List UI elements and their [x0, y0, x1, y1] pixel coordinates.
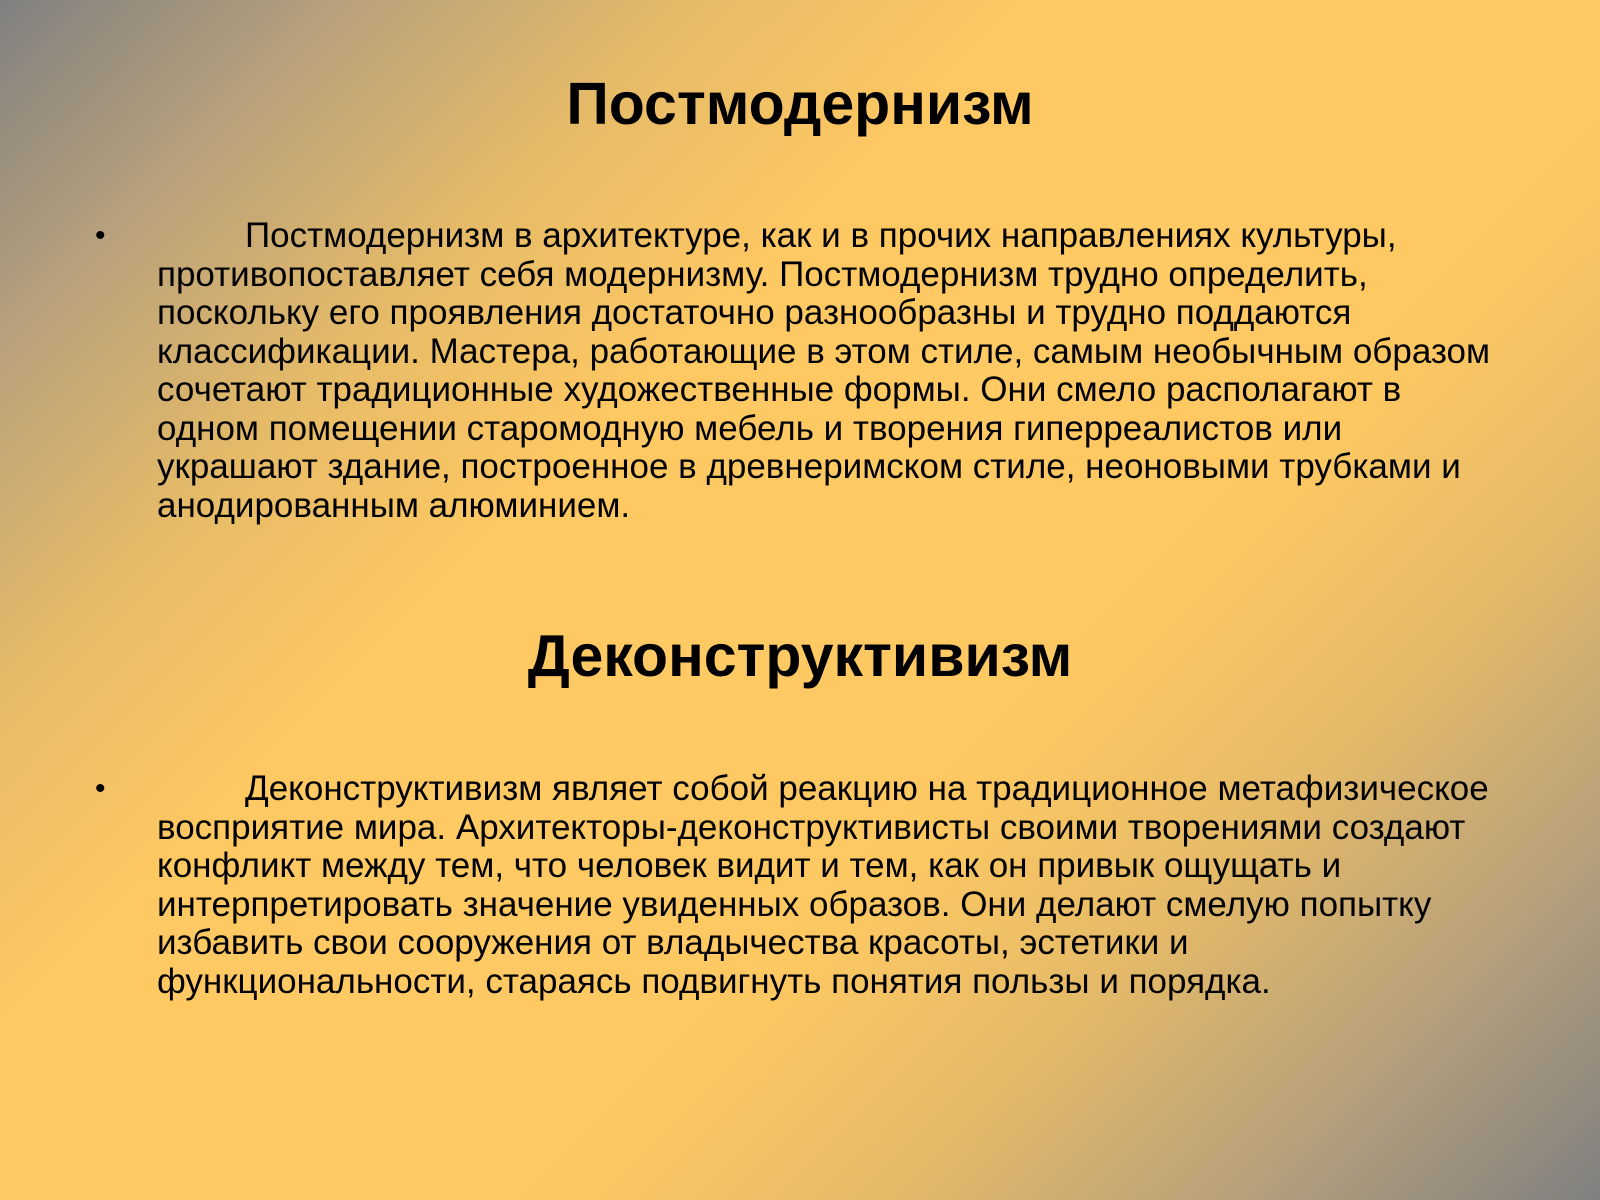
heading-postmodernism: Постмодернизм	[566, 71, 1034, 137]
bullet-marker: •	[95, 219, 106, 252]
paragraph-postmodernism: Постмодернизм в архитектуре, как и в прочих направлениях культуры, противопоставляет себя модернизму. Постмодернизм трудно определить, поскольку его проявления достаточно разнообразны и трудно поддаются классификации. Мастера, работающие в этом стиле, самым необычным образом сочетают традиционные художественные формы. Они смело располагают в одном помещении старомодную мебель и творения гиперреалистов или украшают здание, построенное в древнеримском стиле, неоновыми трубками и анодированным алюминием.	[157, 216, 1491, 525]
paragraph-deconstructivism: Деконструктивизм являет собой реакцию на традиционное метафизическое восприятие мира. Архитекторы-деконструктивисты своими творениями создают конфликт между тем, что человек видит и тем, как он привык ощущать и интерпретировать значение увиденных образов. Они делают смелую попытку избавить свои сооружения от владычества красоты, эстетики и функциональности, стараясь подвигнуть понятия пользы и порядка.	[157, 769, 1489, 1001]
bullet-marker: •	[95, 772, 106, 805]
heading-deconstructivism: Деконструктивизм	[527, 623, 1073, 689]
